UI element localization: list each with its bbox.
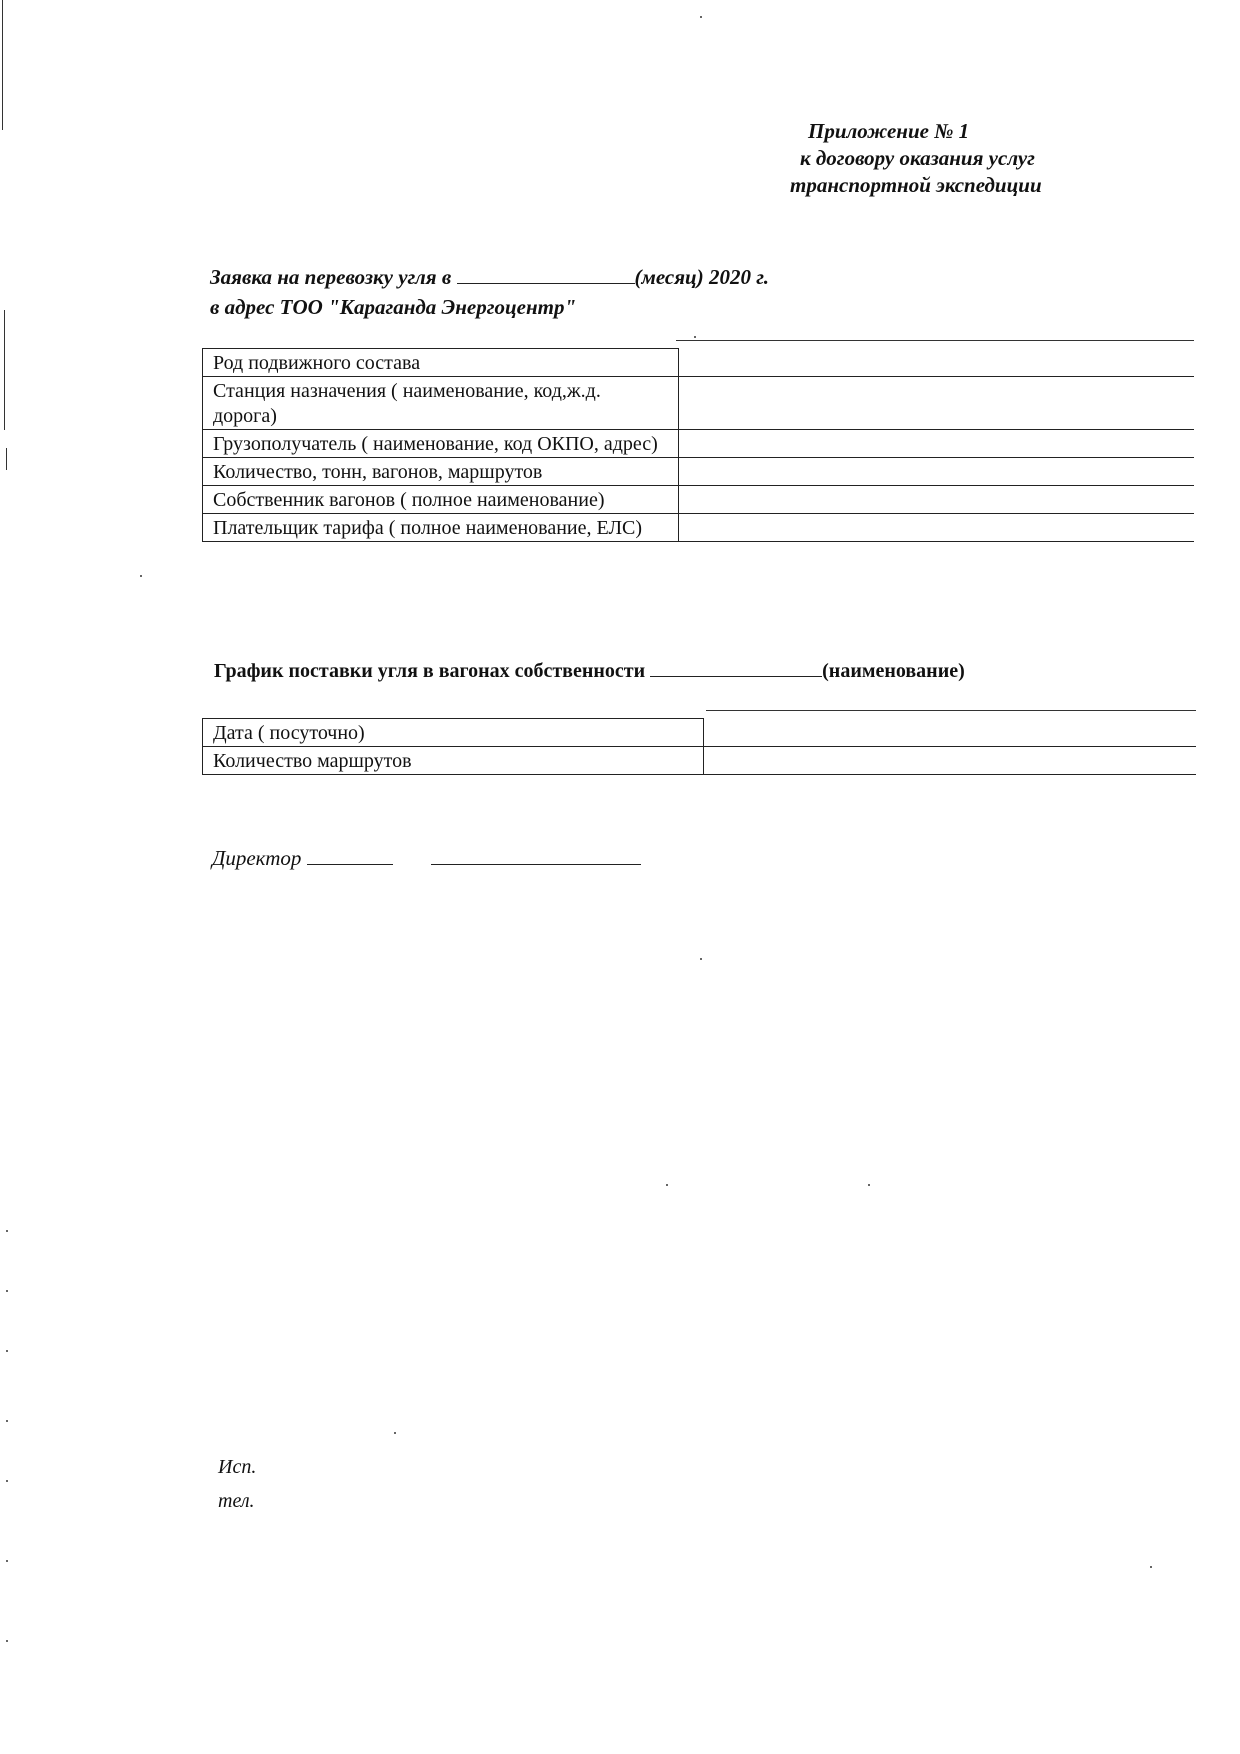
row-value[interactable] <box>679 514 1195 542</box>
row-value[interactable] <box>679 430 1195 458</box>
schedule-top-rule <box>706 710 1196 711</box>
row-value[interactable] <box>679 377 1195 430</box>
appendix-header <box>790 118 1090 199</box>
table-row <box>203 458 1195 486</box>
row-label: Собственник вагонов ( полное наименование) <box>203 486 679 514</box>
scan-speck <box>694 336 696 338</box>
row-label: Количество маршрутов <box>203 747 704 775</box>
director-signature <box>212 846 641 871</box>
scan-speck <box>140 575 142 577</box>
schedule-table <box>202 718 1196 775</box>
scan-edge-mark <box>4 310 5 430</box>
table-row <box>203 486 1195 514</box>
schedule-title <box>214 658 965 683</box>
phone-label: тел. <box>218 1490 255 1512</box>
schedule-suffix: (наименование) <box>822 660 965 682</box>
scan-speck <box>394 1432 396 1434</box>
scan-speck <box>700 16 702 18</box>
row-label: Грузополучатель ( наименование, код ОКПО, адрес) <box>203 430 679 458</box>
owner-blank[interactable] <box>650 658 822 677</box>
row-label: Количество, тонн, вагонов, маршрутов <box>203 458 679 486</box>
row-value[interactable] <box>704 719 1197 747</box>
row-value[interactable] <box>704 747 1197 775</box>
appendix-service-line: транспортной экспедиции <box>790 173 1042 197</box>
scan-edge-mark <box>6 448 7 470</box>
scan-speck <box>868 1184 870 1186</box>
appendix-contract-line: к договору оказания услуг <box>800 146 1035 170</box>
scan-speck <box>1150 1566 1152 1568</box>
request-month-label: (месяц) 2020 г. <box>634 265 769 289</box>
scan-speck <box>6 1480 8 1482</box>
name-blank[interactable] <box>431 846 641 865</box>
scan-speck <box>6 1230 8 1232</box>
scan-speck <box>6 1290 8 1292</box>
table-row <box>203 377 1195 430</box>
table-top-rule <box>676 340 1194 341</box>
signature-blank[interactable] <box>307 846 393 865</box>
table-row <box>203 430 1195 458</box>
scan-speck <box>6 1350 8 1352</box>
scan-speck <box>700 958 702 960</box>
scan-edge-mark <box>2 0 3 130</box>
appendix-title: Приложение № 1 <box>808 119 970 143</box>
request-prefix: Заявка на перевозку угля в <box>210 265 452 289</box>
row-value[interactable] <box>679 486 1195 514</box>
scan-speck <box>6 1560 8 1562</box>
month-blank[interactable] <box>457 265 635 284</box>
row-label: Дата ( посуточно) <box>203 719 704 747</box>
scan-speck <box>6 1640 8 1642</box>
scan-speck <box>6 1420 8 1422</box>
table-row <box>203 719 1197 747</box>
schedule-title-text: График поставки угля в вагонах собственности <box>214 660 646 682</box>
row-value[interactable] <box>679 349 1195 377</box>
executor-label: Исп. <box>218 1456 257 1478</box>
row-label: Плательщик тарифа ( полное наименование, ЕЛС) <box>203 514 679 542</box>
scan-speck <box>666 1184 668 1186</box>
request-address: в адрес ТОО "Караганда Энергоцентр" <box>210 295 577 319</box>
request-details-table <box>202 348 1194 542</box>
table-row <box>203 349 1195 377</box>
request-title <box>210 262 769 322</box>
row-label: Станция назначения ( наименование, код,ж.д. дорога) <box>203 377 679 430</box>
director-label: Директор <box>212 846 302 870</box>
request-line-1 <box>210 262 769 292</box>
row-value[interactable] <box>679 458 1195 486</box>
row-label: Род подвижного состава <box>203 349 679 377</box>
table-row <box>203 747 1197 775</box>
table-row <box>203 514 1195 542</box>
